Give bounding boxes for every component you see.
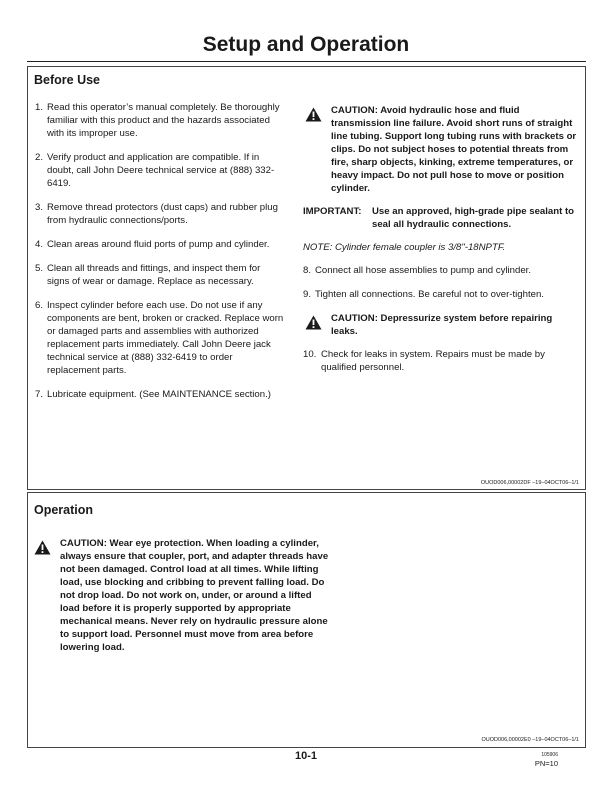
- step-item: [35, 388, 285, 401]
- before-use-heading: Before Use: [34, 73, 100, 87]
- step-item: [35, 262, 285, 288]
- step-text: Tighten all connections. Be careful not to over-tighten.: [315, 289, 544, 300]
- step-text: Check for leaks in system. Repairs must be made by qualified personnel.: [321, 349, 545, 373]
- step-text: Clean areas around fluid ports of pump and cylinder.: [47, 239, 270, 250]
- step-number: 7.: [35, 389, 44, 400]
- operation-heading: Operation: [34, 503, 94, 517]
- step-number: 1.: [35, 102, 44, 113]
- document-reference: OUOD006,00002E0 –19–04OCT06–1/1: [481, 737, 579, 743]
- step-text: Remove thread protectors (dust caps) and rubber plug from hydraulic connections/ports.: [47, 202, 278, 226]
- important-note: [303, 205, 577, 231]
- page-number: 10-1: [294, 750, 318, 762]
- step-text: Inspect cylinder before each use. Do not use if any components are bent, broken or cracked. Replace worn or damaged parts and assemblies with authorized replacement parts immediately. Call John Deere jack technical service at (888) 332-6419 to order replacement parts.: [47, 300, 284, 376]
- caution-eye-protection: [32, 537, 330, 654]
- warning-triangle-icon: [305, 107, 322, 122]
- step-item: [35, 299, 285, 377]
- step-number: 8.: [303, 265, 312, 276]
- step-number: 6.: [35, 300, 44, 311]
- before-use-right-column: [303, 104, 577, 385]
- step-item: [35, 151, 285, 190]
- before-use-section: [27, 66, 586, 490]
- caution-depressurize: [303, 312, 577, 338]
- step-number: 3.: [35, 202, 44, 213]
- step-text: Lubricate equipment. (See MAINTENANCE section.): [47, 389, 271, 400]
- step-item: [303, 264, 577, 277]
- print-code: 105906: [541, 752, 558, 758]
- page-title: Setup and Operation: [202, 33, 410, 56]
- step-number: 10.: [303, 349, 317, 360]
- important-label: IMPORTANT:: [303, 206, 362, 217]
- caution-hydraulic-hose: [303, 104, 577, 195]
- step-number: 9.: [303, 289, 312, 300]
- step-item: [35, 201, 285, 227]
- before-use-left-column: [35, 101, 285, 412]
- step-number: 2.: [35, 152, 44, 163]
- step-item: [35, 101, 285, 140]
- step-text: Verify product and application are compatible. If in doubt, call John Deere technical service at (888) 332-6419.: [47, 152, 275, 189]
- coupler-note: NOTE: Cylinder female coupler is 3/8"-18NPTF.: [303, 242, 506, 253]
- caution-text: CAUTION: Avoid hydraulic hose and fluid transmission line failure. Avoid short runs of straight line tubing. Support long tubing runs with brackets or clips. Do not subject hoses to potential threats from fire, sharp objects, kinking, extreme temperatures, or heavy impact. Do not pull hose to move or position cylinder.: [331, 105, 577, 194]
- document-reference: OUOD006,00002DF –19–04OCT06–1/1: [480, 480, 579, 486]
- operation-section: [27, 492, 586, 748]
- step-text: Read this operator’s manual completely. Be thoroughly familiar with this product and the hazards associated with its improper use.: [47, 102, 280, 139]
- step-number: 5.: [35, 263, 44, 274]
- step-text: Clean all threads and fittings, and inspect them for signs of wear or damage. Replace as necessary.: [47, 263, 261, 287]
- step-item: [303, 348, 577, 374]
- important-text: Use an approved, high-grade pipe sealant to seal all hydraulic connections.: [372, 206, 575, 230]
- step-item: [303, 288, 577, 301]
- step-item: [35, 238, 285, 251]
- caution-text: CAUTION: Wear eye protection. When loading a cylinder, always ensure that coupler, port, and adapter threads have not been damaged. Control load at all times. While lifting load, use blocking and cribbing to prevent falling load. Do not drop load. Do not work on, under, or around a lifted load before it is properly supported by appropriate mechanical means. Never rely on hydraulic pressure alone to support load. Personnel must move from area before lowering load.: [60, 538, 329, 653]
- step-number: 4.: [35, 239, 44, 250]
- caution-text: CAUTION: Depressurize system before repairing leaks.: [331, 313, 553, 337]
- pn-label: PN=10: [534, 759, 558, 768]
- warning-triangle-icon: [305, 315, 322, 330]
- step-text: Connect all hose assemblies to pump and cylinder.: [315, 265, 531, 276]
- warning-triangle-icon: [34, 540, 51, 555]
- title-divider: [27, 61, 586, 62]
